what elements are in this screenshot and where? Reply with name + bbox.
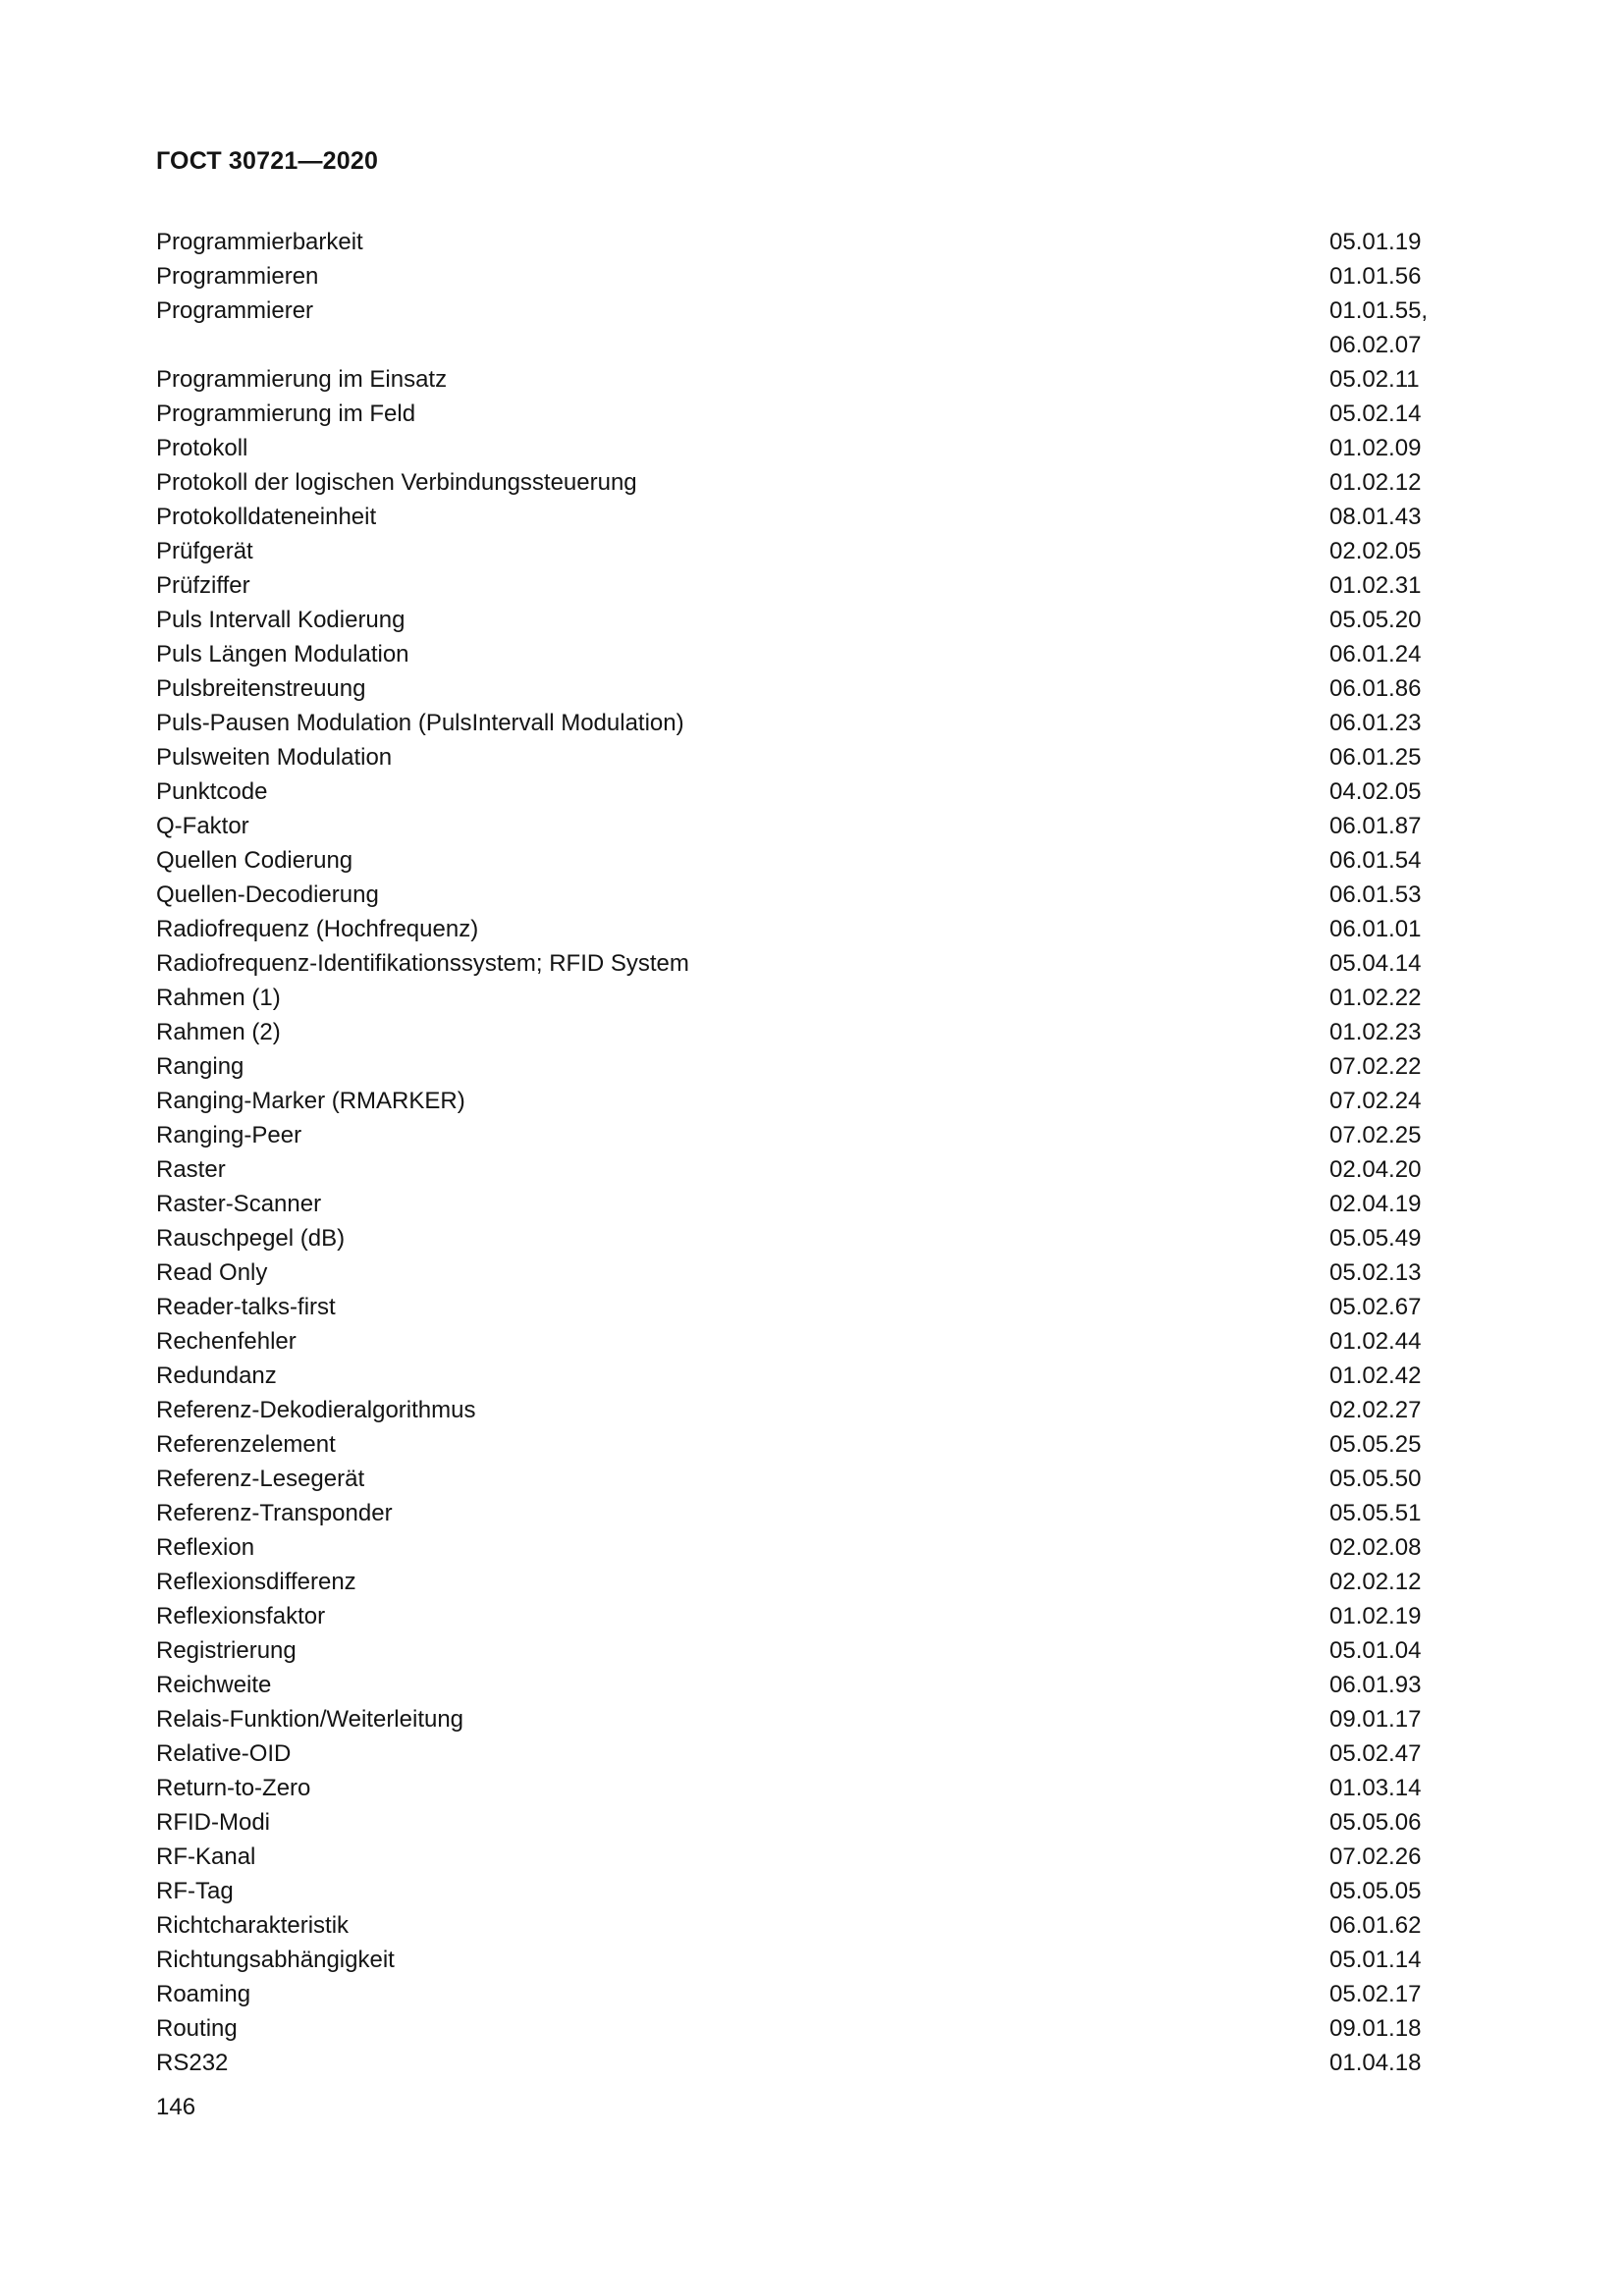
index-ref-number: 02.02.08 bbox=[1329, 1534, 1422, 1561]
index-ref-number: 05.01.04 bbox=[1329, 1637, 1422, 1664]
index-refs bbox=[1329, 1290, 1467, 1324]
index-term: Referenzelement bbox=[156, 1431, 336, 1458]
index-term: Reichweite bbox=[156, 1672, 272, 1698]
index-entry bbox=[156, 397, 1467, 431]
index-term: Reflexion bbox=[156, 1534, 255, 1561]
index-refs bbox=[1329, 1668, 1467, 1702]
index-term: Puls Intervall Kodierung bbox=[156, 607, 406, 633]
index-ref-number: 07.02.24 bbox=[1329, 1088, 1422, 1114]
index-refs bbox=[1329, 1943, 1467, 1977]
index-term: Raster-Scanner bbox=[156, 1191, 322, 1217]
index-ref-number: 06.01.53 bbox=[1329, 881, 1422, 908]
index-entry bbox=[156, 2046, 1467, 2080]
index-term: Read Only bbox=[156, 1259, 268, 1286]
index-ref-number: 06.01.54 bbox=[1329, 847, 1422, 874]
index-ref-number: 01.02.42 bbox=[1329, 1362, 1422, 1389]
index-entry bbox=[156, 431, 1467, 465]
index-refs bbox=[1329, 2011, 1467, 2046]
index-term: Richtcharakteristik bbox=[156, 1912, 350, 1939]
index-refs bbox=[1329, 1084, 1467, 1118]
index-term: Protokolldateneinheit bbox=[156, 504, 377, 530]
index-ref-number: 05.05.06 bbox=[1329, 1809, 1422, 1836]
document-header: ГОСТ 30721—2020 bbox=[156, 147, 379, 175]
index-entry bbox=[156, 1015, 1467, 1049]
index-refs bbox=[1329, 637, 1467, 671]
index-ref-number: 05.02.67 bbox=[1329, 1294, 1422, 1320]
index-refs bbox=[1329, 568, 1467, 603]
index-entry bbox=[156, 2011, 1467, 2046]
index-refs bbox=[1329, 1015, 1467, 1049]
index-refs bbox=[1329, 1908, 1467, 1943]
index-refs bbox=[1329, 1599, 1467, 1633]
index-ref-number: 05.05.20 bbox=[1329, 607, 1422, 633]
index-ref-number: 05.02.13 bbox=[1329, 1259, 1422, 1286]
index-ref-number: 05.05.51 bbox=[1329, 1500, 1422, 1526]
index-entry bbox=[156, 465, 1467, 500]
index-entry bbox=[156, 1049, 1467, 1084]
index-ref-number: 06.01.24 bbox=[1329, 641, 1422, 667]
index-term: Rauschpegel (dB) bbox=[156, 1225, 346, 1252]
index-term: Richtungsabhängigkeit bbox=[156, 1947, 395, 1973]
index-ref-number: 09.01.17 bbox=[1329, 1706, 1422, 1733]
index-refs bbox=[1329, 225, 1467, 259]
index-ref-number: 06.01.23 bbox=[1329, 710, 1422, 736]
index-ref-number: 04.02.05 bbox=[1329, 778, 1422, 805]
index-refs bbox=[1329, 1393, 1467, 1427]
index-term: RF-Tag bbox=[156, 1878, 234, 1904]
index-refs bbox=[1329, 1530, 1467, 1565]
index-entry bbox=[156, 1462, 1467, 1496]
index-entry bbox=[156, 671, 1467, 706]
index-entry bbox=[156, 843, 1467, 878]
index-entry bbox=[156, 1668, 1467, 1702]
index-ref-number: 05.02.47 bbox=[1329, 1740, 1422, 1767]
index-entry bbox=[156, 1084, 1467, 1118]
index-refs bbox=[1329, 1771, 1467, 1805]
index-refs bbox=[1329, 671, 1467, 706]
index-refs bbox=[1329, 981, 1467, 1015]
index-ref-number: 06.01.93 bbox=[1329, 1672, 1422, 1698]
index-ref-number: 05.05.50 bbox=[1329, 1466, 1422, 1492]
index-term: Rahmen (1) bbox=[156, 985, 281, 1011]
index-refs bbox=[1329, 946, 1467, 981]
index-ref-number: 06.02.07 bbox=[1329, 332, 1422, 358]
index-entry bbox=[156, 1255, 1467, 1290]
index-ref-number: 02.04.20 bbox=[1329, 1156, 1422, 1183]
index-ref-number: 05.02.11 bbox=[1329, 366, 1420, 393]
index-entry bbox=[156, 568, 1467, 603]
index-ref-number: 01.03.14 bbox=[1329, 1775, 1422, 1801]
index-term: Routing bbox=[156, 2015, 238, 2042]
index-ref-number: 05.05.05 bbox=[1329, 1878, 1422, 1904]
index-term: Quellen Codierung bbox=[156, 847, 353, 874]
index-ref-number: 02.02.05 bbox=[1329, 538, 1422, 564]
index-refs bbox=[1329, 1874, 1467, 1908]
index-entry bbox=[156, 878, 1467, 912]
index-entry bbox=[156, 1943, 1467, 1977]
index-term: RF-Kanal bbox=[156, 1843, 256, 1870]
index-ref-number: 05.02.17 bbox=[1329, 1981, 1422, 2007]
index-ref-number: 05.02.14 bbox=[1329, 400, 1422, 427]
index-refs bbox=[1329, 465, 1467, 500]
index-entry bbox=[156, 362, 1467, 397]
index-term: Reflexionsdifferenz bbox=[156, 1569, 356, 1595]
index-refs bbox=[1329, 1359, 1467, 1393]
index-refs bbox=[1329, 1736, 1467, 1771]
index-term: Ranging-Marker (RMARKER) bbox=[156, 1088, 465, 1114]
index-ref-number: 01.02.12 bbox=[1329, 469, 1422, 496]
index-refs bbox=[1329, 1702, 1467, 1736]
index-term: Relais-Funktion/Weiterleitung bbox=[156, 1706, 464, 1733]
index-entry bbox=[156, 1702, 1467, 1736]
index-term: Referenz-Transponder bbox=[156, 1500, 393, 1526]
index-term: Protokoll der logischen Verbindungssteuerung bbox=[156, 469, 637, 496]
index-ref-number: 07.02.25 bbox=[1329, 1122, 1422, 1148]
index-entry bbox=[156, 259, 1467, 294]
index-refs bbox=[1329, 259, 1467, 294]
index-term: Ranging bbox=[156, 1053, 244, 1080]
index-ref-number: 07.02.22 bbox=[1329, 1053, 1422, 1080]
index-refs bbox=[1329, 1565, 1467, 1599]
index-entry bbox=[156, 1152, 1467, 1187]
index-refs bbox=[1329, 809, 1467, 843]
index-term: Radiofrequenz (Hochfrequenz) bbox=[156, 916, 479, 942]
index-refs bbox=[1329, 1462, 1467, 1496]
index-ref-number: 01.01.56 bbox=[1329, 263, 1422, 290]
index-entry bbox=[156, 1290, 1467, 1324]
index-term: Punktcode bbox=[156, 778, 268, 805]
index-entry bbox=[156, 1736, 1467, 1771]
index-entry bbox=[156, 981, 1467, 1015]
index-refs bbox=[1329, 534, 1467, 568]
index-ref-number: 02.04.19 bbox=[1329, 1191, 1422, 1217]
index-ref-number: 01.02.44 bbox=[1329, 1328, 1422, 1355]
index-refs bbox=[1329, 1633, 1467, 1668]
index-term: Prüfziffer bbox=[156, 572, 250, 599]
index-ref-number: 01.02.31 bbox=[1329, 572, 1422, 599]
index-entry bbox=[156, 500, 1467, 534]
index-term: Relative-OID bbox=[156, 1740, 292, 1767]
index-refs bbox=[1329, 1255, 1467, 1290]
index-entry bbox=[156, 912, 1467, 946]
index-entry bbox=[156, 1118, 1467, 1152]
index-ref-number: 05.04.14 bbox=[1329, 950, 1422, 977]
index-ref-number: 02.02.12 bbox=[1329, 1569, 1422, 1595]
index-ref-number: 01.02.23 bbox=[1329, 1019, 1422, 1045]
index-term: Roaming bbox=[156, 1981, 251, 2007]
index-term: Puls-Pausen Modulation (PulsIntervall Modulation) bbox=[156, 710, 684, 736]
index-entry bbox=[156, 706, 1467, 740]
index-term: Programmierer bbox=[156, 297, 314, 324]
index-entry bbox=[156, 740, 1467, 774]
index-entry bbox=[156, 225, 1467, 259]
index-entry bbox=[156, 774, 1467, 809]
page-number: 146 bbox=[156, 2094, 196, 2120]
index-entry bbox=[156, 1565, 1467, 1599]
index-term: Quellen-Decodierung bbox=[156, 881, 379, 908]
index-term: Prüfgerät bbox=[156, 538, 253, 564]
index-entry bbox=[156, 603, 1467, 637]
index-term: Programmierung im Einsatz bbox=[156, 366, 448, 393]
index-refs bbox=[1329, 397, 1467, 431]
index-entry bbox=[156, 1908, 1467, 1943]
index-entry bbox=[156, 1771, 1467, 1805]
index-ref-number: 06.01.87 bbox=[1329, 813, 1422, 839]
index-entry bbox=[156, 809, 1467, 843]
index-term: Rechenfehler bbox=[156, 1328, 297, 1355]
index-term: Rahmen (2) bbox=[156, 1019, 281, 1045]
index-term: Referenz-Lesegerät bbox=[156, 1466, 365, 1492]
index-term: Programmierbarkeit bbox=[156, 229, 363, 255]
index-ref-number: 08.01.43 bbox=[1329, 504, 1422, 530]
index-refs bbox=[1329, 1840, 1467, 1874]
index-refs bbox=[1329, 1221, 1467, 1255]
index-ref-number: 06.01.62 bbox=[1329, 1912, 1422, 1939]
index-ref-number: 07.02.26 bbox=[1329, 1843, 1422, 1870]
index-ref-number: 02.02.27 bbox=[1329, 1397, 1422, 1423]
index-entry bbox=[156, 1324, 1467, 1359]
index-refs bbox=[1329, 774, 1467, 809]
index-refs bbox=[1329, 706, 1467, 740]
index-term: Redundanz bbox=[156, 1362, 277, 1389]
index-entry bbox=[156, 294, 1467, 362]
index-refs bbox=[1329, 500, 1467, 534]
index-entry bbox=[156, 1805, 1467, 1840]
index-entry bbox=[156, 1599, 1467, 1633]
index-ref-number: 05.01.19 bbox=[1329, 229, 1422, 255]
index-refs bbox=[1329, 1152, 1467, 1187]
index-refs bbox=[1329, 1805, 1467, 1840]
index-ref-number: 06.01.86 bbox=[1329, 675, 1422, 702]
index-term: RS232 bbox=[156, 2050, 229, 2076]
index-entry bbox=[156, 1221, 1467, 1255]
index-term: Programmierung im Feld bbox=[156, 400, 416, 427]
index-refs bbox=[1329, 603, 1467, 637]
index-refs bbox=[1329, 1187, 1467, 1221]
index-ref-number: 06.01.25 bbox=[1329, 744, 1422, 771]
index-term: Radiofrequenz-Identifikationssystem; RFID System bbox=[156, 950, 689, 977]
index-term: Return-to-Zero bbox=[156, 1775, 311, 1801]
index-term: Ranging-Peer bbox=[156, 1122, 302, 1148]
index-term: Q-Faktor bbox=[156, 813, 249, 839]
index-refs bbox=[1329, 912, 1467, 946]
index-ref-number: 01.04.18 bbox=[1329, 2050, 1422, 2076]
index-refs bbox=[1329, 1324, 1467, 1359]
index-refs bbox=[1329, 1977, 1467, 2011]
index-ref-number: 05.05.25 bbox=[1329, 1431, 1422, 1458]
index-term: Pulsbreitenstreuung bbox=[156, 675, 366, 702]
index-entry bbox=[156, 1977, 1467, 2011]
index-entry bbox=[156, 1393, 1467, 1427]
index-ref-number: 05.01.14 bbox=[1329, 1947, 1422, 1973]
index-entry bbox=[156, 637, 1467, 671]
index-term: Referenz-Dekodieralgorithmus bbox=[156, 1397, 476, 1423]
index-term: Puls Längen Modulation bbox=[156, 641, 409, 667]
index-entry bbox=[156, 1874, 1467, 1908]
index-ref-number: 01.02.22 bbox=[1329, 985, 1422, 1011]
index-refs bbox=[1329, 431, 1467, 465]
index-refs bbox=[1329, 740, 1467, 774]
index-ref-number: 06.01.01 bbox=[1329, 916, 1422, 942]
index-term: Pulsweiten Modulation bbox=[156, 744, 393, 771]
index-term: RFID-Modi bbox=[156, 1809, 271, 1836]
index-refs bbox=[1329, 294, 1467, 362]
index-term: Programmieren bbox=[156, 263, 319, 290]
index-entry bbox=[156, 534, 1467, 568]
index-entry bbox=[156, 1359, 1467, 1393]
index-ref-number: 01.02.09 bbox=[1329, 435, 1422, 461]
index-ref-number: 01.01.55, bbox=[1329, 297, 1429, 324]
index-term: Protokoll bbox=[156, 435, 248, 461]
index-refs bbox=[1329, 878, 1467, 912]
index-ref-number: 01.02.19 bbox=[1329, 1603, 1422, 1629]
index-entry bbox=[156, 1530, 1467, 1565]
index-entry bbox=[156, 1496, 1467, 1530]
index-entry bbox=[156, 1427, 1467, 1462]
index-refs bbox=[1329, 1427, 1467, 1462]
index-refs bbox=[1329, 1118, 1467, 1152]
index-refs bbox=[1329, 843, 1467, 878]
index-entry bbox=[156, 1840, 1467, 1874]
index-entry bbox=[156, 1633, 1467, 1668]
index-refs bbox=[1329, 1049, 1467, 1084]
index-term: Registrierung bbox=[156, 1637, 297, 1664]
index-term: Raster bbox=[156, 1156, 226, 1183]
index-entry bbox=[156, 1187, 1467, 1221]
index-entry bbox=[156, 946, 1467, 981]
index-list bbox=[156, 225, 1467, 2080]
index-term: Reflexionsfaktor bbox=[156, 1603, 326, 1629]
index-refs bbox=[1329, 2046, 1467, 2080]
index-refs bbox=[1329, 362, 1467, 397]
index-ref-number: 05.05.49 bbox=[1329, 1225, 1422, 1252]
index-ref-number: 09.01.18 bbox=[1329, 2015, 1422, 2042]
index-refs bbox=[1329, 1496, 1467, 1530]
index-term: Reader-talks-first bbox=[156, 1294, 336, 1320]
